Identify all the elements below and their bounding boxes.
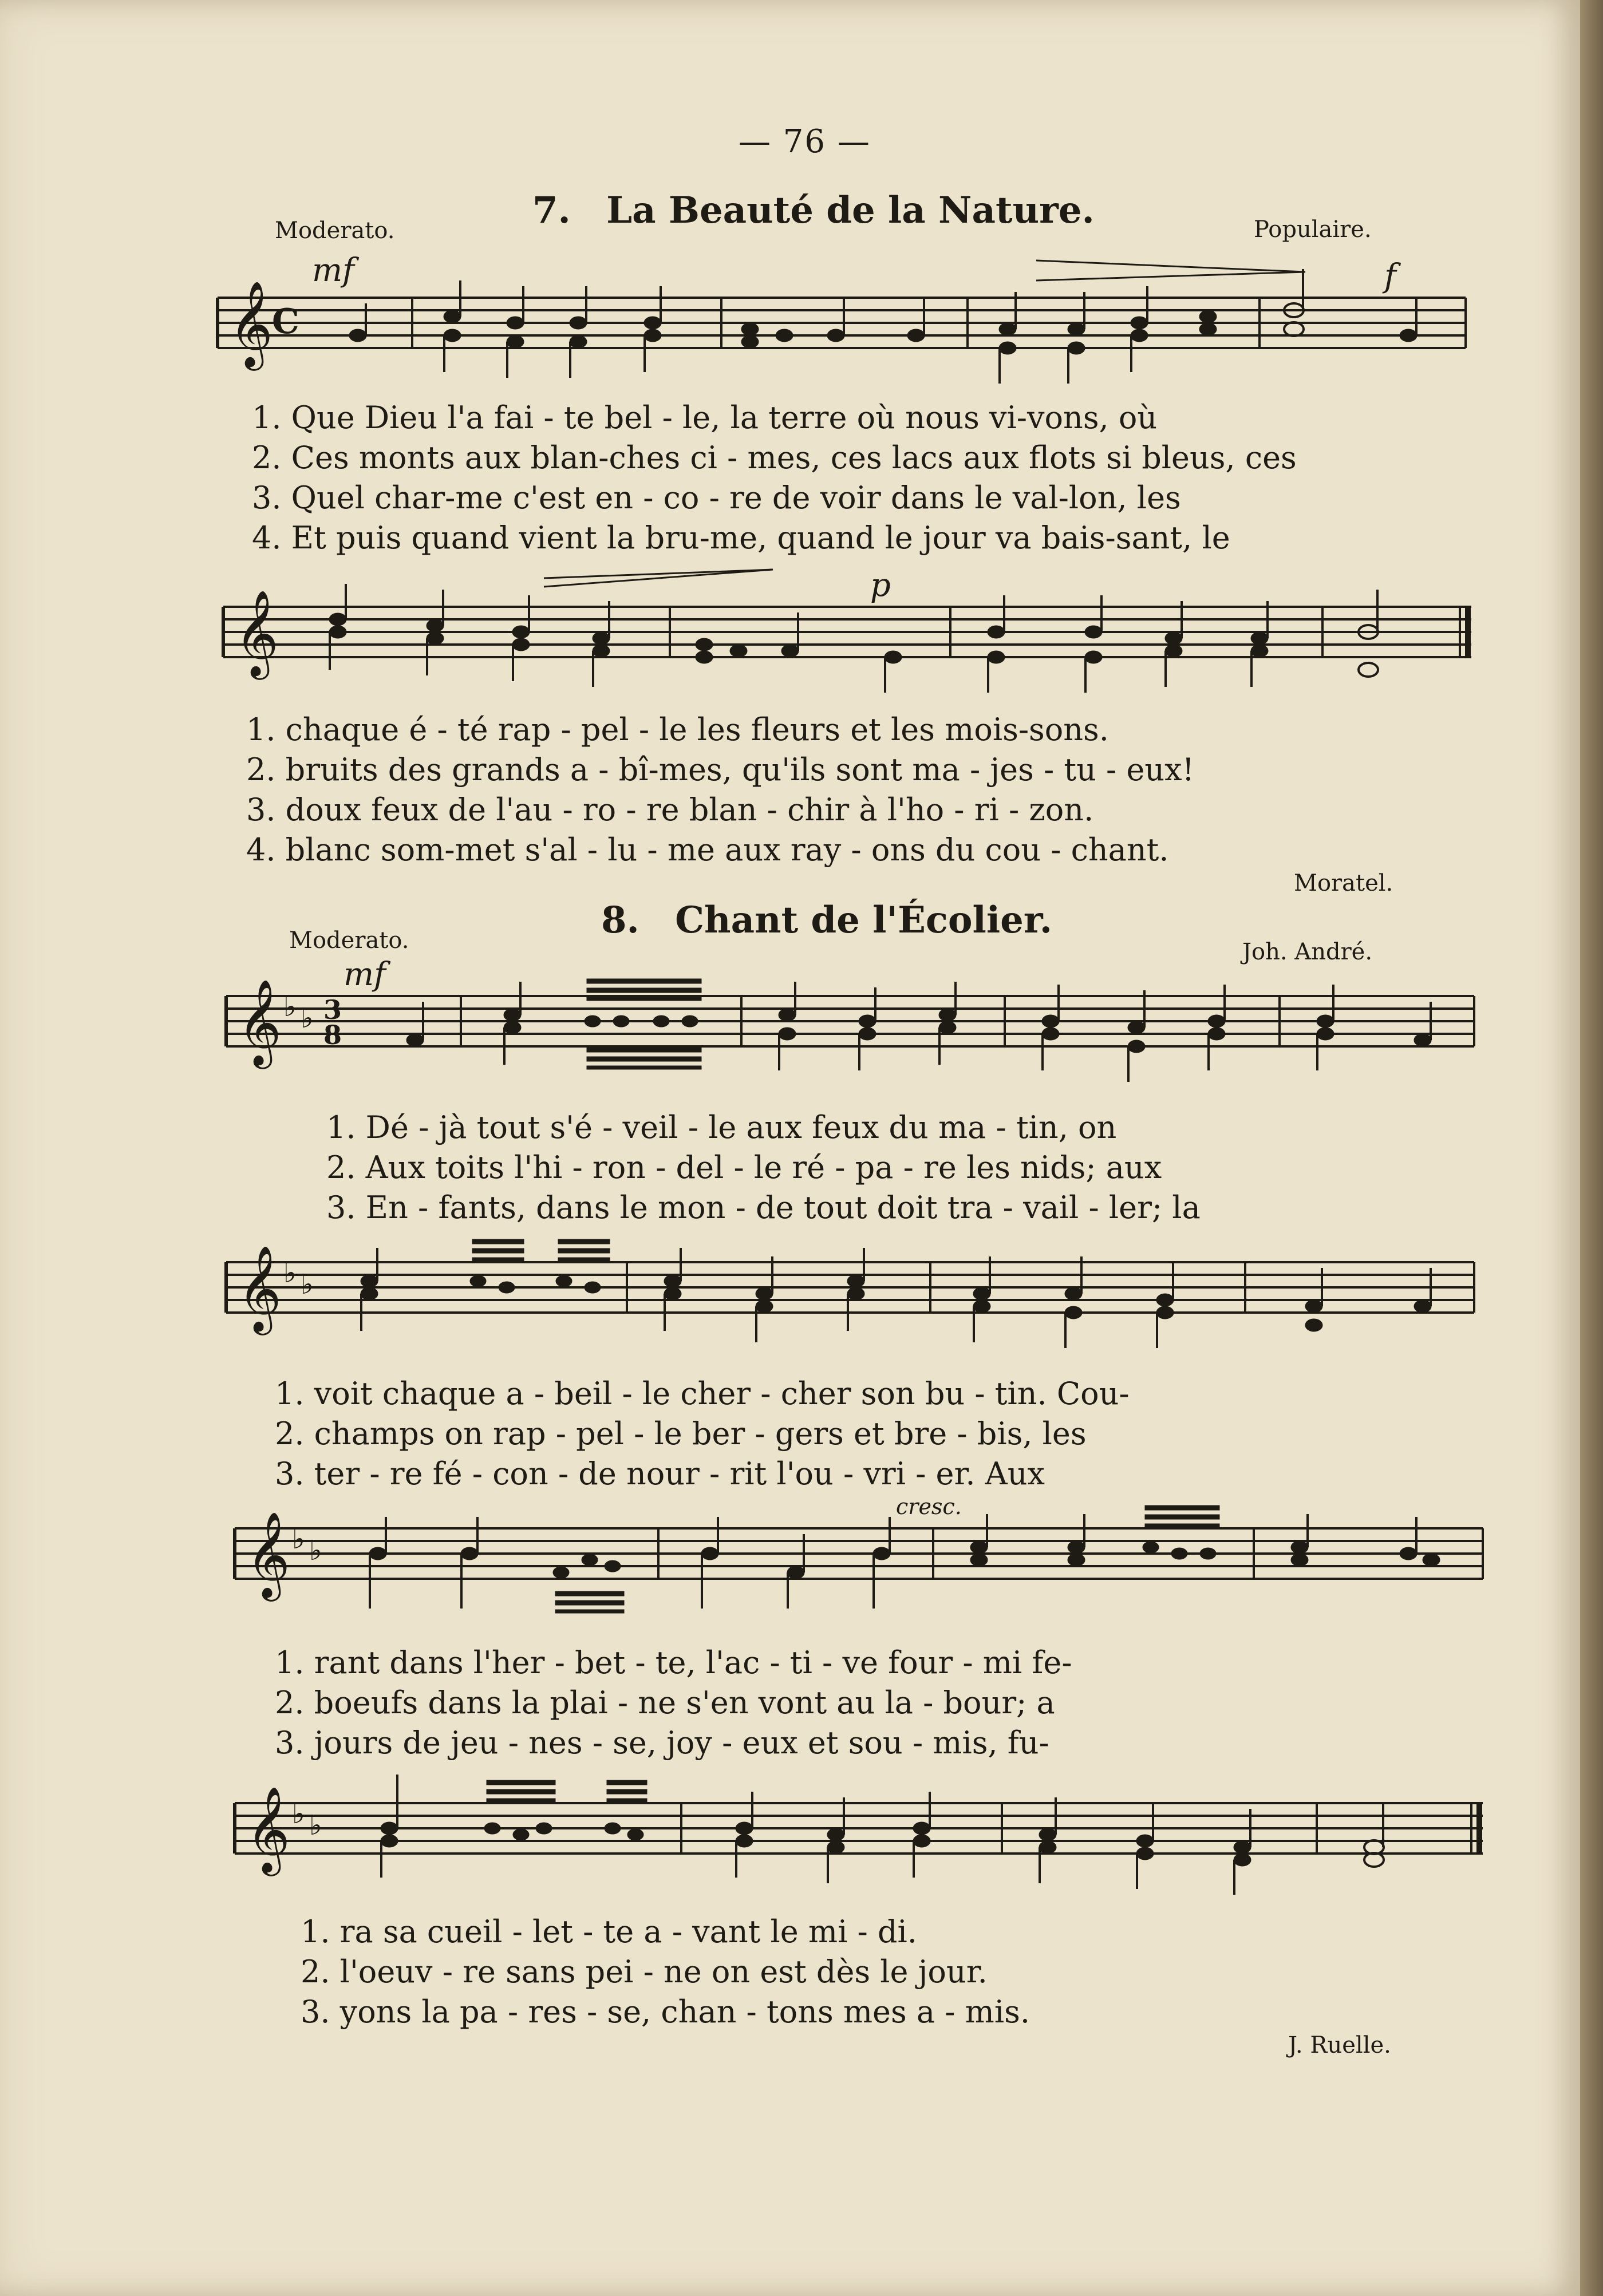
- song8-title: Chant de l'Écolier.: [675, 899, 1052, 942]
- song8-verse-2b: 2. champs on rap - pel - le ber - gers et bre - bis, les: [275, 1416, 1087, 1452]
- staff-7-2: [223, 589, 1471, 710]
- time-sig-den: 8: [323, 1019, 342, 1050]
- song7-dynamic-mf: mf: [312, 252, 354, 289]
- song8-verse-1d: 1. ra sa cueil - let - te a - vant le mi - di.: [301, 1914, 917, 1950]
- song7-verse-2b: 2. bruits des grands a - bî-mes, qu'ils sont ma - jes - tu - eux!: [246, 752, 1195, 788]
- song7-verse-1a: 1. Que Dieu l'a fai - te bel - le, la terre où nous vi-vons, où: [252, 400, 1158, 436]
- song8-verse-3c: 3. jours de jeu - nes - se, joy - eux et sou - mis, fu-: [275, 1725, 1049, 1761]
- treble-clef-icon: 𝄞: [238, 978, 282, 1065]
- song8-verses-c: [275, 1643, 1072, 1763]
- song8-verse-2a: 2. Aux toits l'hi - ron - del - le ré - pa - re les nids; aux: [326, 1149, 1162, 1185]
- song8-verses-d: [301, 1912, 1030, 2032]
- song8-number: 8.: [601, 899, 639, 942]
- song8-title-block: [601, 899, 1052, 942]
- staff-8-1: [226, 978, 1474, 1099]
- song7-number: 7.: [532, 189, 571, 232]
- song7-verse-4b: 4. blanc som-met s'al - lu - me aux ray - ons du cou - chant.: [246, 832, 1169, 868]
- flat-icon: ♭: [283, 1257, 297, 1289]
- page-number: — 76 —: [739, 123, 871, 160]
- treble-clef-icon: 𝄞: [229, 280, 273, 367]
- song7-verses-b: [246, 710, 1194, 870]
- song8-author: J. Ruelle.: [1288, 2032, 1391, 2058]
- song8-verses-a: [326, 1108, 1201, 1228]
- song8-composer: Joh. André.: [1242, 939, 1373, 965]
- song8-verse-2d: 2. l'oeuv - re sans pei - ne on est dès le jour.: [301, 1954, 988, 1990]
- song7-title-block: [532, 189, 1095, 232]
- song7-dynamic-f: f: [1384, 258, 1396, 295]
- song7-verses-a: [252, 398, 1297, 558]
- flat-icon: ♭: [292, 1523, 305, 1555]
- common-time-icon: C: [272, 302, 299, 342]
- time-sig-num: 3: [323, 994, 342, 1025]
- song7-verse-2a: 2. Ces monts aux blan-ches ci - mes, ces lacs aux flots si bleus, ces: [252, 440, 1297, 476]
- staff-8-2: [226, 1244, 1474, 1365]
- song7-verse-3a: 3. Quel char-me c'est en - co - re de voir dans le val-lon, les: [252, 480, 1181, 516]
- song8-verse-1a: 1. Dé - jà tout s'é - veil - le aux feux du ma - tin, on: [326, 1109, 1117, 1145]
- song8-cresc: cresc.: [896, 1494, 962, 1519]
- song8-tempo: Moderato.: [289, 927, 409, 954]
- song7-source: Populaire.: [1254, 216, 1372, 243]
- song8-verse-1b: 1. voit chaque a - beil - le cher - cher son bu - tin. Cou-: [275, 1376, 1130, 1412]
- song7-verse-1b: 1. chaque é - té rap - pel - le les fleurs et les mois-sons.: [246, 712, 1109, 748]
- treble-clef-icon: 𝄞: [246, 1511, 290, 1598]
- book-spine-edge: [1580, 0, 1603, 2296]
- flat-icon: ♭: [309, 1809, 322, 1841]
- staff-8-3: [235, 1511, 1483, 1631]
- flat-icon: ♭: [283, 991, 297, 1023]
- treble-clef-icon: 𝄞: [246, 1785, 290, 1872]
- flat-icon: ♭: [292, 1798, 305, 1830]
- song7-tempo: Moderato.: [275, 218, 395, 244]
- staff-8-4: [235, 1785, 1483, 1906]
- song8-verse-3a: 3. En - fants, dans le mon - de tout doit tra - vail - ler; la: [326, 1190, 1201, 1226]
- song8-verses-b: [275, 1374, 1130, 1494]
- song7-verse-4a: 4. Et puis quand vient la bru-me, quand le jour va bais-sant, le: [252, 520, 1230, 556]
- flat-icon: ♭: [309, 1535, 322, 1567]
- song8-verse-2c: 2. boeufs dans la plai - ne s'en vont au la - bour; a: [275, 1685, 1055, 1721]
- treble-clef-icon: 𝄞: [238, 1244, 282, 1331]
- song8-dynamic-mf: mf: [344, 956, 386, 993]
- song8-verse-3d: 3. yons la pa - res - se, chan - tons mes a - mis.: [301, 1994, 1030, 2030]
- staff-7-1: [218, 280, 1466, 395]
- song7-title: La Beauté de la Nature.: [606, 189, 1095, 232]
- song8-verse-3b: 3. ter - re fé - con - de nour - rit l'ou - vri - er. Aux: [275, 1456, 1045, 1492]
- song7-dynamic-p: p: [870, 567, 891, 604]
- flat-icon: ♭: [301, 1002, 314, 1034]
- flat-icon: ♭: [301, 1268, 314, 1301]
- song7-verse-3b: 3. doux feux de l'au - ro - re blan - chir à l'ho - ri - zon.: [246, 792, 1094, 828]
- treble-clef-icon: 𝄞: [235, 589, 279, 676]
- song7-author: Moratel.: [1294, 870, 1393, 896]
- song8-verse-1c: 1. rant dans l'her - bet - te, l'ac - ti - ve four - mi fe-: [275, 1645, 1072, 1681]
